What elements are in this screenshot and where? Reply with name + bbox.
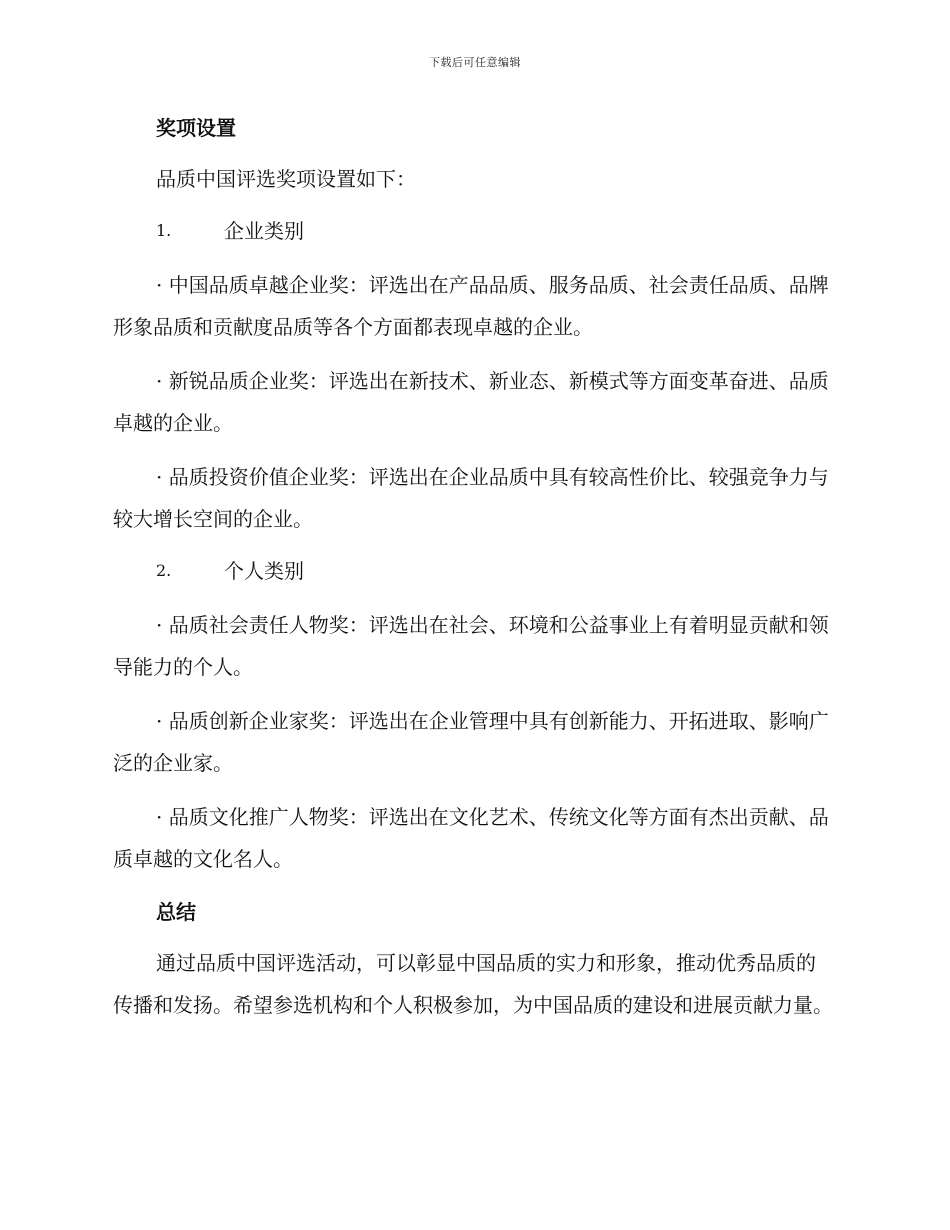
category-title: 个人类别 — [224, 559, 304, 583]
list-item: · 品质投资价值企业奖：评选出在企业品质中具有较高性价比、较强竞争力与较大增长空间的企业。 — [113, 465, 829, 531]
list-item: · 品质创新企业家奖：评选出在企业管理中具有创新能力、开拓进取、影响广泛的企业家。 — [113, 709, 829, 775]
document-content — [113, 108, 833, 1026]
awards-intro: 品质中国评选奖项设置如下： — [156, 167, 416, 191]
category-heading-individual — [156, 550, 833, 592]
header-note: 下载后可任意编辑 — [429, 56, 521, 69]
list-item: · 品质文化推广人物奖：评选出在文化艺术、传统文化等方面有杰出贡献、品质卓越的文化名人。 — [113, 805, 829, 871]
list-item: · 新锐品质企业奖：评选出在新技术、新业态、新模式等方面变革奋进、品质卓越的企业。 — [113, 369, 829, 435]
section-heading-summary: 总结 — [156, 900, 196, 924]
list-item: · 品质社会责任人物奖：评选出在社会、环境和公益事业上有着明显贡献和领导能力的个人。 — [113, 613, 829, 679]
category-title: 企业类别 — [224, 219, 304, 243]
section-heading-awards: 奖项设置 — [156, 116, 236, 140]
category-number: 1. — [156, 221, 172, 240]
category-number: 2. — [156, 561, 172, 580]
category-heading-enterprise — [156, 210, 833, 252]
summary-body: 通过品质中国评选活动，可以彰显中国品质的实力和形象，推动优秀品质的传播和发扬。希望参选机构和个人积极参加，为中国品质的建设和进展贡献力量。 — [113, 951, 833, 1017]
list-item: · 中国品质卓越企业奖：评选出在产品品质、服务品质、社会责任品质、品牌形象品质和贡献度品质等各个方面都表现卓越的企业。 — [113, 273, 829, 339]
